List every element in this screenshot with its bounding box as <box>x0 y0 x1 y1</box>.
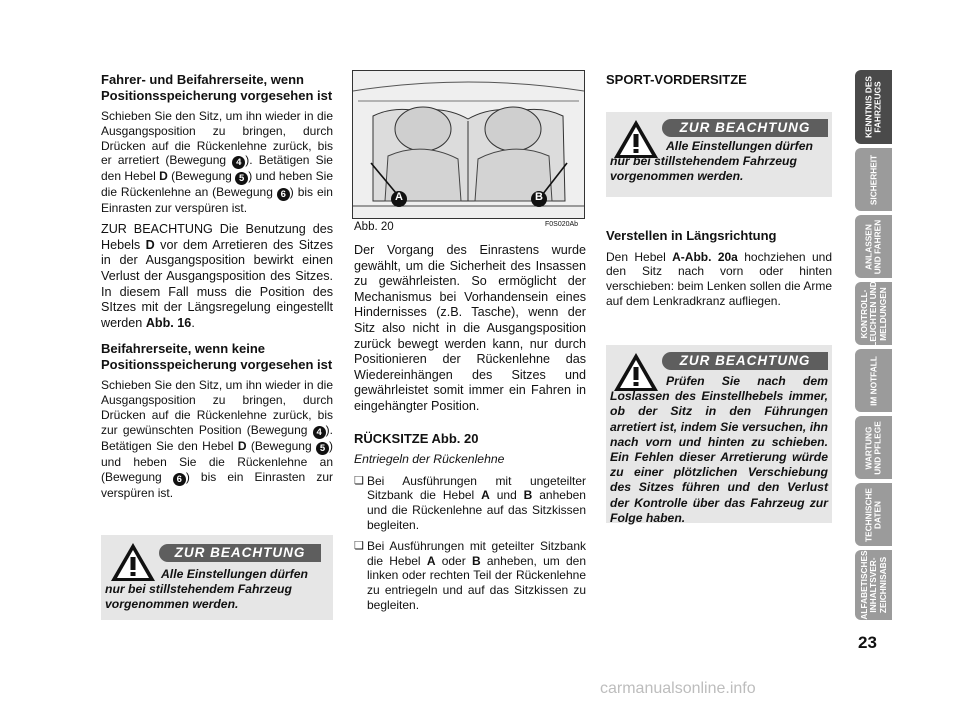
warning-banner: ZUR BEACHTUNG <box>662 119 828 137</box>
tab-inhaltsverzeichnis[interactable]: ALFABETISCHES INHALTSVER- ZEICHNISABS <box>855 550 892 620</box>
step-badge-5: 5 <box>235 172 248 185</box>
warning-box-right-top <box>606 112 832 197</box>
instruction-list <box>354 474 586 613</box>
paragraph-latch: Der Vorgang des Einrastens wurde gewählt, um die Sicherheit des Insassen zu gewährleisten. So ermöglicht der Mechanismus bei Vorhandensein eines Hindernisses (z.B. Tasche), wenn der Sitz also nicht in die Ausgangsposition zurück bewegt werden kann, nur durch Positionieren der Rückenlehne das Wiedereinhängen des Sitzes und gewährleistet somit immer ein Fahren in eingehängter Position. <box>354 243 586 413</box>
subheading-unlock: Entriegeln der Rückenlehne <box>354 452 505 467</box>
figure-reference: A-Abb. 20a <box>672 249 738 264</box>
tab-anlassen-und-fahren[interactable]: ANLASSEN UND FAHREN <box>855 215 892 278</box>
step-badge-4: 4 <box>232 156 245 169</box>
watermark: carmanualsonline.info <box>600 680 756 697</box>
warning-banner: ZUR BEACHTUNG <box>159 544 321 562</box>
column-right <box>606 72 832 94</box>
section-heading-passenger: Beifahrerseite, wenn keine Positionsspeicherung vorgesehen ist <box>101 341 333 372</box>
list-item: ❏ Bei Ausführungen mit ungeteilter Sitzbank die Hebel A und B anheben und die Rückenlehne auf das Sitzkissen begleiten. <box>354 474 586 533</box>
paragraph-return-seat: Schieben Sie den Sitz, um ihn wieder in die Ausgangsposition zu bringen, durch Drücken auf die Rückenlehne zurück, bis er arretiert (Bewegung 4 ). Betätigen Sie den Hebel D (Bewegung 5 ) und heben Sie die Rückenlehne an (Bewegung 6 ) bis ein Einrasten zur verspüren ist. <box>101 109 333 216</box>
list-item: ❏ Bei Ausführungen mit geteilter Sitzbank die Hebel A oder B anheben, um den linken oder rechten Teil der Rückenlehne zu entriegeln und auf das Sitzkissen zu begleiten. <box>354 539 586 613</box>
warning-box-left <box>101 535 333 620</box>
paragraph-passenger-return: Schieben Sie den Sitz, um ihn wieder in die Ausgangsposition zu bringen, durch Drücken auf die Rückenlehne zurück, bis zur gewünschten Position (Bewegung 4 ). Betätigen Sie den Hebel D (Bewegung 5 ) und heben Sie die Rückenlehne an (Bewegung 6 ) bis ein Einrasten zur verspüren ist. <box>101 378 333 500</box>
label-b: B <box>535 191 543 203</box>
step-badge-6: 6 <box>277 188 290 201</box>
figure-caption: Abb. 20 <box>354 221 394 233</box>
tab-technische-daten[interactable]: TECHNISCHE DATEN <box>855 483 892 546</box>
figure-code: F0S020Ab <box>545 221 579 228</box>
warning-box-right-bottom <box>606 345 832 523</box>
warning-text: Alle Einstellungen dürfen nur bei stillstehendem Fahrzeug vorgenommen werden. <box>610 139 813 184</box>
paragraph-longitudinal: Den Hebel A-Abb. 20a hochziehen und den Sitz nach vorn oder hinten verschieben: beim Lenken sollen die Arme auf dem Lenkradkranz aufliegen. <box>606 249 832 308</box>
figure-rear-seat <box>352 70 585 219</box>
section-title-sport-seats: SPORT-VORDERSITZE <box>606 72 747 87</box>
paragraph-note: ZUR BEACHTUNG Die Benutzung des Hebels D vor dem Arretieren des Sitzes in der Ausgangsposition bewirkt einen Verlust der Ausgangsposition des Sitzes. In diesem Fall muss die Position des SItzes mit der Längsregelung eingestellt werden Abb. 16. <box>101 222 334 330</box>
step-badge-6: 6 <box>173 473 186 486</box>
column-middle <box>354 243 586 619</box>
tab-kontrollleuchten[interactable]: KONTROLL- LEUCHTEN UND MELDUNGEN <box>855 282 892 345</box>
section-heading-rear-seats: RÜCKSITZE Abb. 20 <box>354 430 479 446</box>
column-right-body <box>606 228 832 315</box>
tab-sicherheit[interactable]: SICHERHEIT <box>855 148 892 211</box>
figure-reference: Abb. 16 <box>145 315 192 330</box>
tab-wartung-und-pflege[interactable]: WARTUNG UND PFLEGE <box>855 416 892 479</box>
warning-text-release-lever: Prüfen Sie nach dem Loslassen des Einstellhebels immer, ob der Sitz in den Führungen arretiert ist, indem Sie versuchen, ihn nach vorn und hinten zu schieben. Ein Fehlen dieser Arretierung würde zu einer plötzlichen Verschiebung des Sitzes führen und den Verlust der Kontrolle über das Fahrzeug zur Folge haben. <box>610 374 828 525</box>
column-left <box>101 72 333 506</box>
rear-seat-illustration <box>353 71 584 218</box>
tab-im-notfall[interactable]: IM NOTFALL <box>855 349 892 412</box>
step-badge-5: 5 <box>316 442 329 455</box>
section-heading-longitudinal: Verstellen in Längsrichtung <box>606 228 777 243</box>
warning-text: Alle Einstellungen dürfen nur bei stillstehendem Fahrzeug vorgenommen werden. <box>105 567 308 612</box>
step-badge-4: 4 <box>313 426 326 439</box>
warning-banner: ZUR BEACHTUNG <box>662 352 828 370</box>
section-heading-driver-passenger: Fahrer- und Beifahrerseite, wenn Positionsspeicherung vorgesehen ist <box>101 72 333 103</box>
page-number: 23 <box>858 633 877 652</box>
tab-kenntnis-des-fahrzeugs[interactable]: KENNTNIS DES FAHRZEUGS <box>855 70 892 144</box>
label-a: A <box>395 191 403 203</box>
